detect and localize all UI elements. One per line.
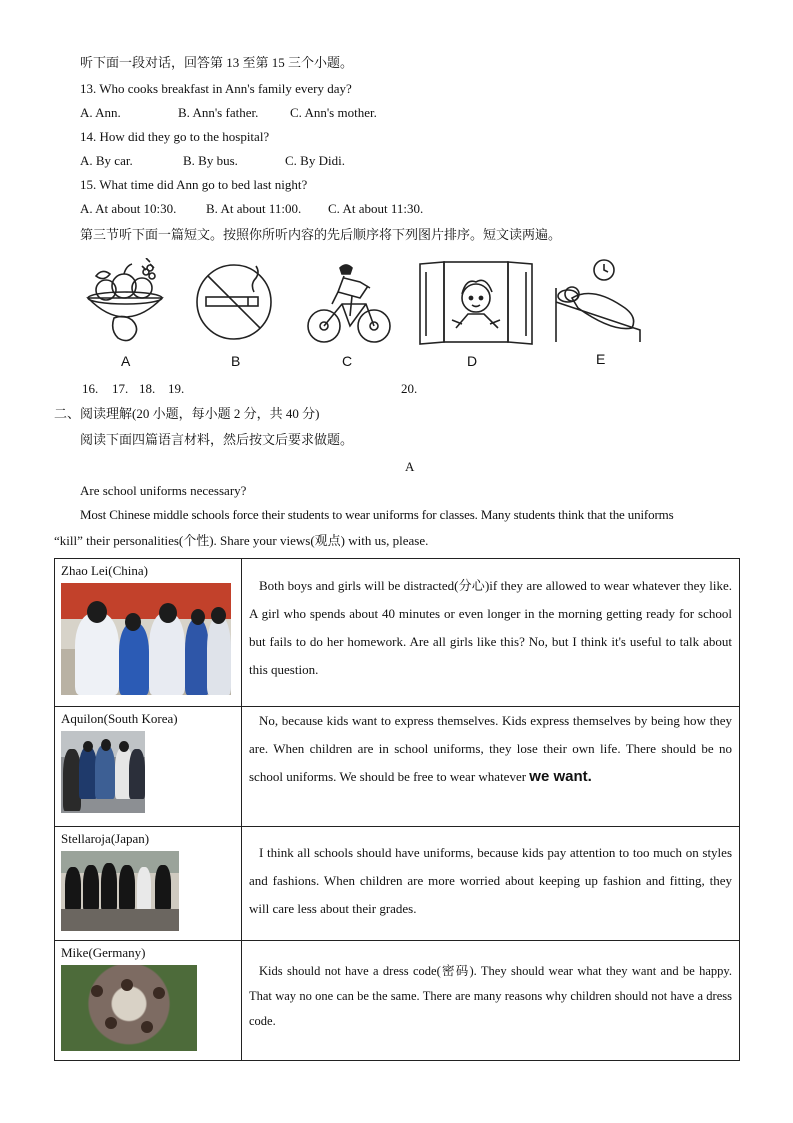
question-13-options xyxy=(80,104,377,122)
author-name: Zhao Lei(China) xyxy=(61,563,148,578)
view-text-emphasis: we want. xyxy=(529,768,592,785)
passage-letter: A xyxy=(405,459,415,474)
picture-label-c: C xyxy=(342,353,353,369)
question-13: 13. Who cooks breakfast in Ann's family every day? xyxy=(80,81,352,96)
students-circle-photo xyxy=(61,965,197,1051)
view-text xyxy=(242,707,739,791)
option-a[interactable]: A. At about 10:30. xyxy=(80,201,177,216)
passage-intro-line2: “kill” their personalities(个性). Share your views(观点) with us, please. xyxy=(54,533,429,548)
reading-heading: 二、阅读理解(20 小题，每小题 2 分，共 40 分) xyxy=(54,406,320,421)
option-c[interactable]: C. At about 11:30. xyxy=(328,201,424,216)
author-name: Aquilon(South Korea) xyxy=(61,711,178,726)
option-c[interactable]: C. By Didi. xyxy=(285,153,345,168)
students-lineup-photo xyxy=(61,851,179,931)
option-b[interactable]: B. Ann's father. xyxy=(178,105,259,120)
question-15: 15. What time did Ann go to bed last night? xyxy=(80,177,308,192)
views-table xyxy=(54,558,740,1061)
view-row-germany xyxy=(55,941,740,1061)
view-text: I think all schools should have uniforms, because kids pay attention to too much on styles and fashions. When children are more worried about keeping up fashion and fitting, they will care less about their grades. xyxy=(249,845,732,916)
cyclist-icon xyxy=(304,258,394,346)
option-a[interactable]: A. Ann. xyxy=(80,105,121,120)
question-14: 14. How did they go to the hospital? xyxy=(80,129,270,144)
section3-instruction: 第三节听下面一篇短文。按照你所听内容的先后顺序将下列图片排序。短文读两遍。 xyxy=(80,227,562,242)
picture-label-d: D xyxy=(467,353,478,369)
view-text: Kids should not have a dress code(密码). They should wear what they want and be happy. That way no one can be the same. There are many reasons why children should not have a dress code. xyxy=(249,964,732,1028)
no-smoking-icon xyxy=(194,262,274,342)
picture-label-b: B xyxy=(231,353,241,369)
listening-intro: 听下面一段对话，回答第 13 至第 15 三个小题。 xyxy=(80,55,354,70)
question-14-options xyxy=(80,152,345,170)
author-name: Stellaroja(Japan) xyxy=(61,831,150,846)
answer-slot-17[interactable]: 17. xyxy=(112,381,129,396)
picture-label-a: A xyxy=(121,353,131,369)
fruit-bowl-icon xyxy=(84,258,166,346)
view-row-south-korea xyxy=(55,707,740,827)
view-row-china xyxy=(55,559,740,707)
answer-slot-19[interactable]: 19. xyxy=(168,381,185,396)
option-c[interactable]: C. Ann's mother. xyxy=(290,105,377,120)
answer-slots xyxy=(82,380,417,398)
sleeping-in-bed-icon xyxy=(552,258,644,346)
answer-slot-16[interactable]: 16. xyxy=(82,381,99,396)
option-b[interactable]: B. By bus. xyxy=(183,153,238,168)
passage-title: Are school uniforms necessary? xyxy=(80,483,247,498)
students-group-photo xyxy=(61,731,145,813)
author-name: Mike(Germany) xyxy=(61,945,146,960)
picture-label-e: E xyxy=(596,351,606,367)
option-b[interactable]: B. At about 11:00. xyxy=(206,201,302,216)
option-a[interactable]: A. By car. xyxy=(80,153,133,168)
answer-slot-20[interactable]: 20. xyxy=(401,381,418,396)
passage-intro-line1: Most Chinese middle schools force their students to wear uniforms for classes. Many students think that the uniforms xyxy=(80,507,674,522)
view-row-japan xyxy=(55,827,740,941)
students-walking-photo xyxy=(61,583,231,695)
window-boy-icon xyxy=(416,258,536,346)
answer-slot-18[interactable]: 18. xyxy=(139,381,156,396)
question-15-options xyxy=(80,200,423,218)
view-text: Both boys and girls will be distracted(分心)if they are allowed to wear whatever they like. A girl who spends about 40 minutes or even longer in the morning getting ready for school but fails to do her homework. Are all girls like this? No, but I think it's useful to talk about this question. xyxy=(249,578,732,677)
view-text-main: No, because kids want to express themselves. Kids express themselves by being how they are. When children are in school uniforms, they lose their own life. There should be no school uniforms. We should be free to wear whatever xyxy=(249,713,732,784)
reading-instruction: 阅读下面四篇语言材料，然后按文后要求做题。 xyxy=(80,432,354,447)
